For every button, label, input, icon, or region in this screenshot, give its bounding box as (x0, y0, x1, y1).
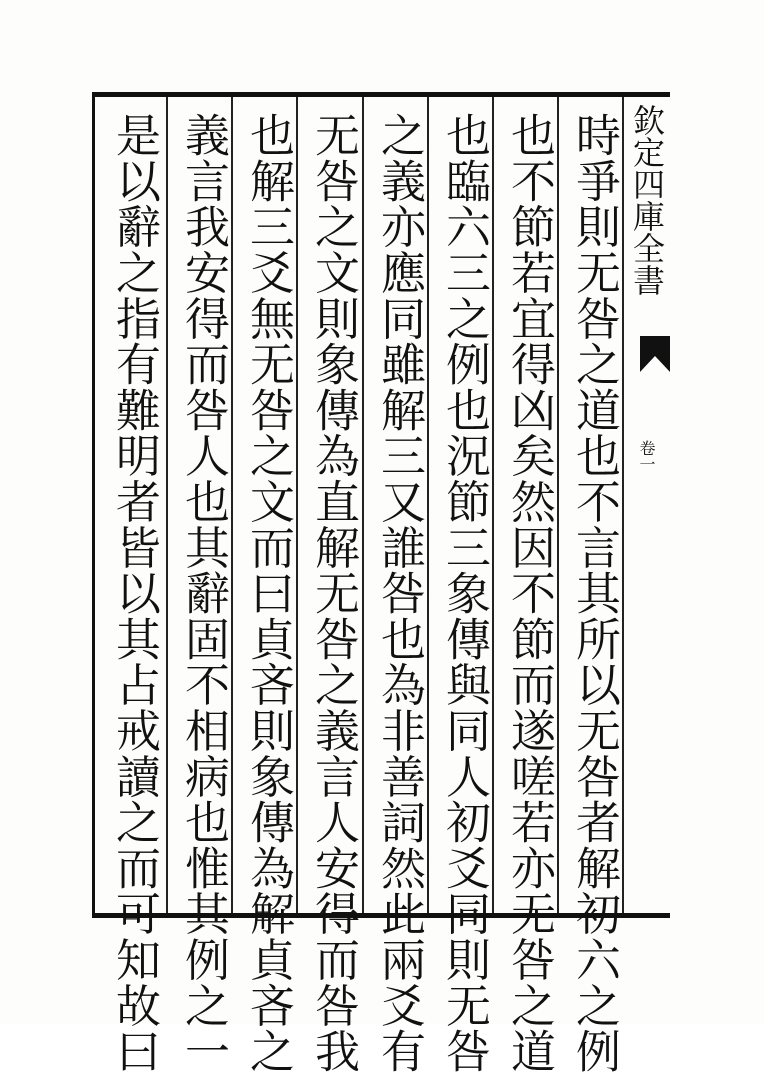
text-column-6: 也解三爻無无咎之文而曰貞吝則象傳為解貞吝之 (242, 112, 295, 1074)
text-column-8: 是以辭之指有難明者皆以其占戒讀之而可知故曰 (108, 112, 161, 1074)
column-rule (166, 97, 168, 913)
volume-label: 卷一 (637, 440, 656, 472)
text-column-7: 義言我安得而咎人也其辭固不相病也惟其例之一 (177, 112, 230, 1074)
text-column-5: 无咎之文則象傳為直解无咎之義言人安得而咎我 (307, 112, 360, 1074)
text-column-1: 時爭則无咎之道也不言其所以无咎者解初六之例 (568, 112, 621, 1074)
text-column-4: 之義亦應同雖解三又誰咎也為非善詞然此兩爻有 (373, 112, 426, 1074)
text-column-3: 也臨六三之例也況節三象傳與同人初爻同則无咎 (438, 112, 491, 1074)
book-title: 欽定四庫全書 (628, 104, 666, 296)
text-column-2: 也不節若宜得凶矣然因不節而遂嗟若亦无咎之道 (503, 112, 556, 1074)
fishtail-mark-icon (640, 336, 670, 372)
